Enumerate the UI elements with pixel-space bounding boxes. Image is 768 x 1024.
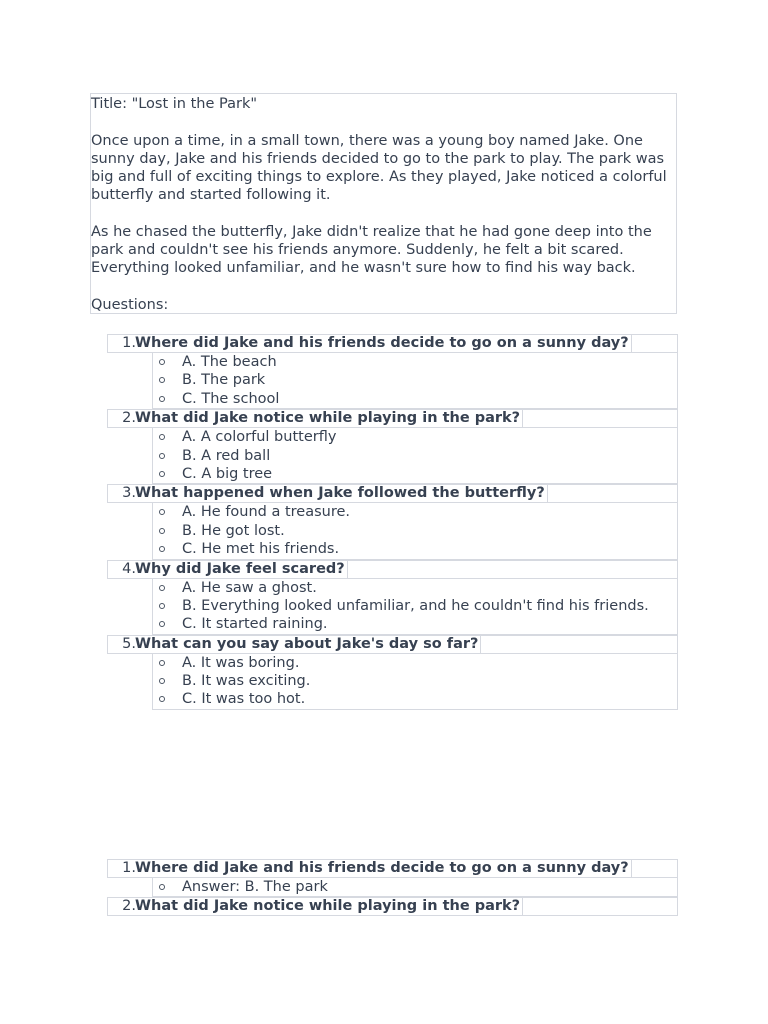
option-item [153, 390, 677, 408]
option-label: B. A red ball [182, 447, 271, 464]
bullet-icon [159, 884, 165, 890]
question-item [107, 334, 678, 409]
question-text: What did Jake notice while playing in the park? [135, 409, 523, 428]
option-list [152, 353, 678, 409]
question-text: Where did Jake and his friends decide to go on a sunny day? [135, 334, 632, 353]
question-header [107, 409, 678, 428]
bullet-icon [159, 585, 165, 591]
story-paragraph: As he chased the butterfly, Jake didn't realize that he had gone deep into the park and couldn't see his friends anymore. Suddenly, he felt a bit scared. Everything looked unfamiliar, and he wasn't sure how to find his way back. [91, 224, 652, 276]
question-number: 2. [122, 898, 136, 915]
question-header [107, 897, 678, 916]
option-item [153, 371, 677, 389]
bullet-icon [159, 377, 165, 383]
option-list [152, 654, 678, 710]
story-passage [90, 93, 677, 314]
bullet-icon [159, 546, 165, 552]
option-item [153, 579, 677, 597]
option-item [153, 503, 677, 521]
option-item [153, 465, 677, 483]
option-label: A. It was boring. [182, 654, 300, 671]
question-number: 2. [122, 410, 136, 427]
option-item [153, 672, 677, 690]
option-list [152, 579, 678, 635]
option-item [153, 654, 677, 672]
option-item [153, 540, 677, 558]
question-text: What happened when Jake followed the butterfly? [135, 484, 548, 503]
question-number: 3. [122, 485, 136, 502]
bullet-icon [159, 621, 165, 627]
question-item [107, 635, 678, 710]
question-number: 1. [122, 335, 136, 351]
bullet-icon [159, 471, 165, 477]
option-item [153, 353, 677, 371]
option-label: C. It started raining. [182, 616, 328, 633]
option-item [153, 522, 677, 540]
question-header [107, 484, 678, 503]
question-header [107, 560, 678, 579]
questions-label: Questions: [91, 297, 169, 313]
answer-key-list [107, 859, 678, 916]
answer-text: Answer: B. The park [182, 879, 328, 895]
question-item [107, 409, 678, 484]
option-label: B. Everything looked unfamiliar, and he couldn't find his friends. [182, 597, 649, 614]
question-number: 5. [122, 635, 136, 652]
option-label: C. It was too hot. [182, 691, 306, 708]
question-number: 4. [122, 560, 136, 577]
answer-item [107, 859, 678, 897]
bullet-icon [159, 453, 165, 459]
option-label: A. He found a treasure. [182, 504, 351, 521]
question-text: What did Jake notice while playing in the park? [135, 897, 523, 916]
option-label: B. It was exciting. [182, 673, 311, 690]
option-list [152, 428, 678, 484]
question-item [107, 560, 678, 635]
option-item [153, 428, 677, 446]
story-paragraph: Once upon a time, in a small town, there was a young boy named Jake. One sunny day, Jake and his friends decided to go to the park to play. The park was big and full of exciting things to explore. As they played, Jake noticed a colorful butterfly and started following it. [91, 133, 667, 203]
bullet-icon [159, 678, 165, 684]
option-item [153, 447, 677, 465]
question-number: 1. [122, 860, 136, 876]
story-title: Title: "Lost in the Park" [91, 96, 258, 112]
option-label: B. The park [182, 372, 266, 389]
bullet-icon [159, 528, 165, 534]
option-item [153, 597, 677, 615]
option-label: C. He met his friends. [182, 541, 340, 558]
answer-item [107, 897, 678, 916]
option-item [153, 615, 677, 633]
question-text: Why did Jake feel scared? [135, 560, 348, 579]
option-label: A. A colorful butterfly [182, 429, 337, 446]
answer-line [153, 878, 677, 896]
option-item [153, 690, 677, 708]
bullet-icon [159, 509, 165, 515]
bullet-icon [159, 660, 165, 666]
question-text: What can you say about Jake's day so far? [135, 635, 481, 654]
option-label: A. He saw a ghost. [182, 579, 317, 596]
question-item [107, 484, 678, 559]
question-header [107, 635, 678, 654]
bullet-icon [159, 603, 165, 609]
answer-list [152, 878, 678, 897]
bullet-icon [159, 359, 165, 365]
question-text: Where did Jake and his friends decide to go on a sunny day? [135, 859, 632, 878]
option-label: B. He got lost. [182, 522, 285, 539]
option-label: C. A big tree [182, 465, 273, 482]
question-header [107, 859, 678, 878]
question-header [107, 334, 678, 353]
option-label: C. The school [182, 390, 280, 407]
bullet-icon [159, 696, 165, 702]
option-label: A. The beach [182, 354, 277, 370]
option-list [152, 503, 678, 559]
question-list [107, 334, 678, 710]
bullet-icon [159, 434, 165, 440]
bullet-icon [159, 396, 165, 402]
